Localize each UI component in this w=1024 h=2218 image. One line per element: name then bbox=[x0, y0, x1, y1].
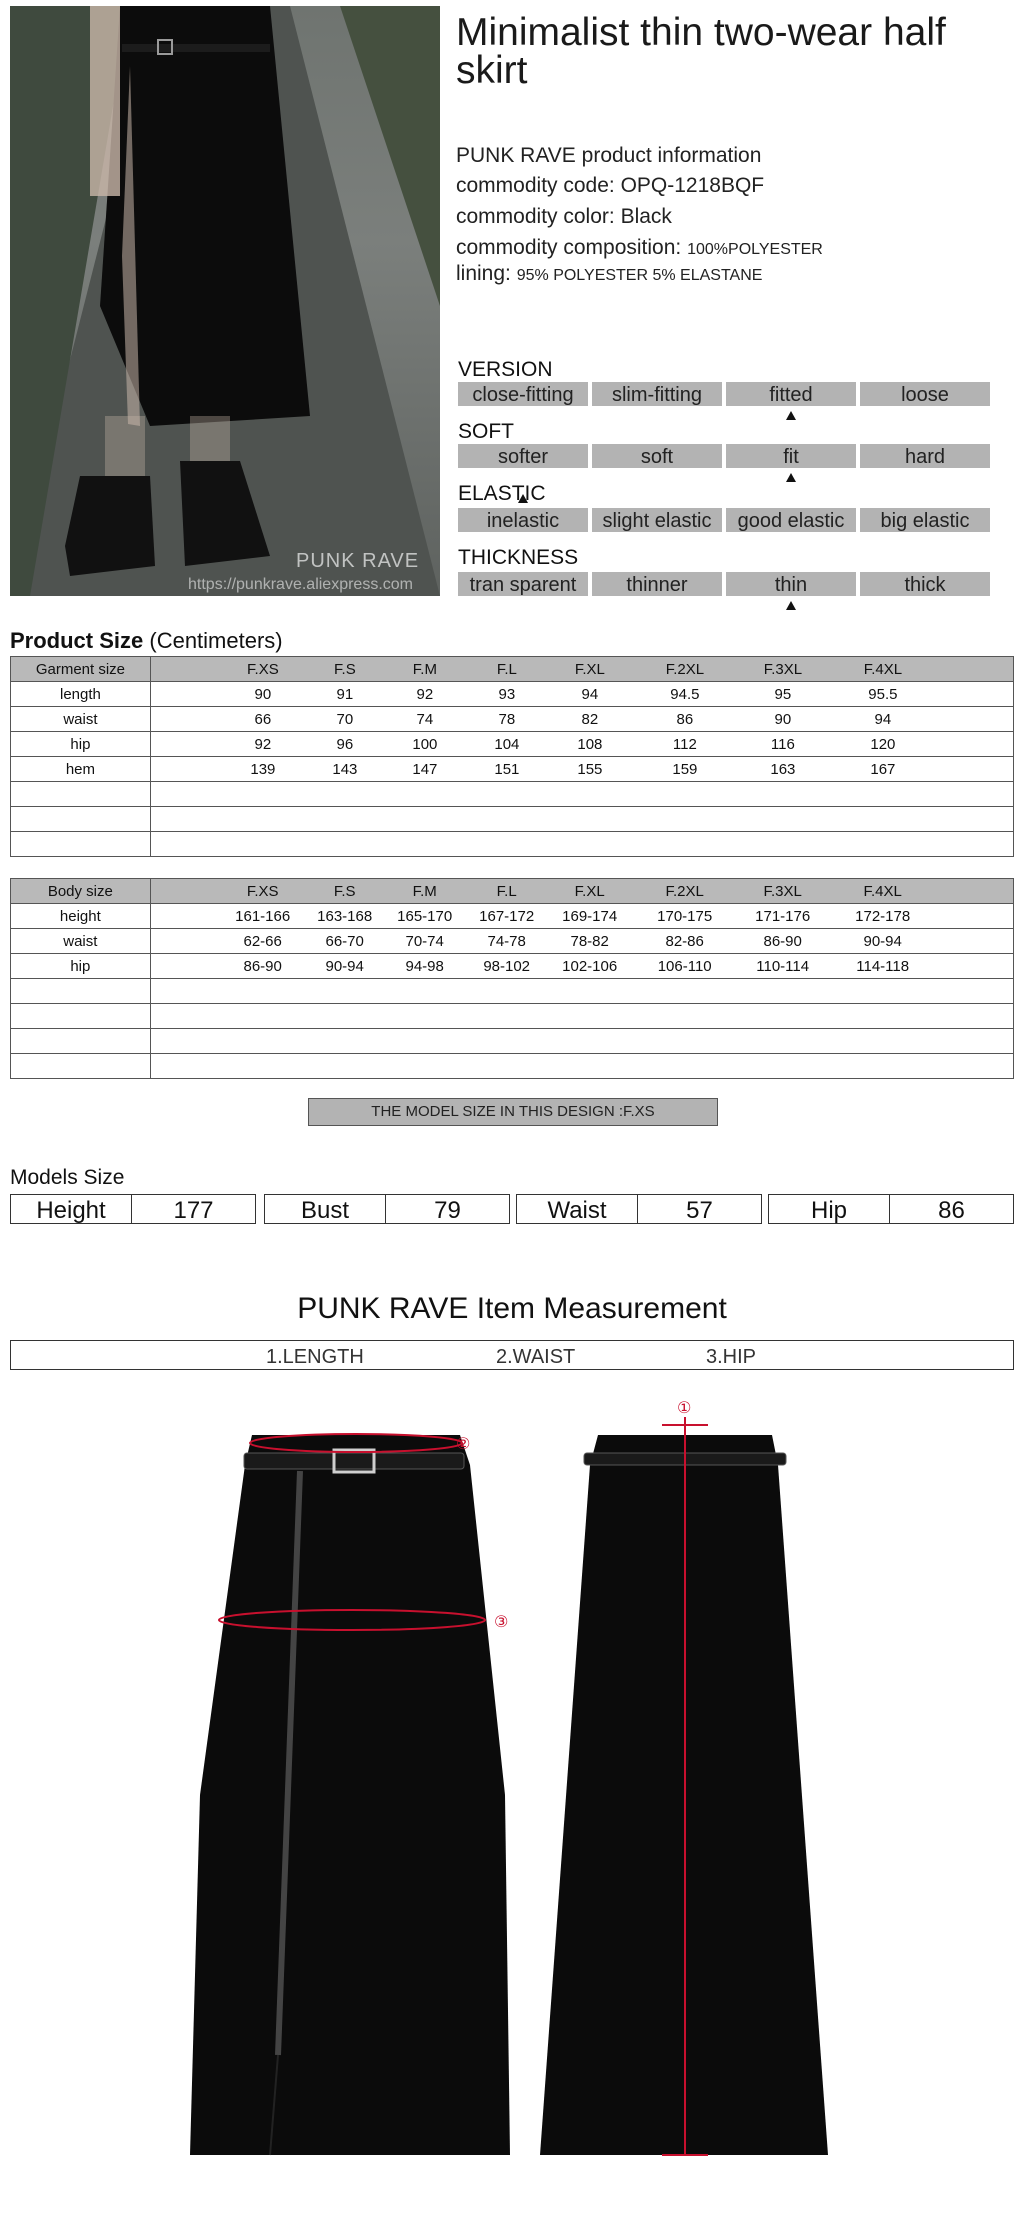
size-cell: F.4XL bbox=[863, 883, 902, 900]
size-cell: 70 bbox=[336, 711, 354, 728]
models-size-label: Height bbox=[10, 1194, 132, 1224]
size-cell: 163 bbox=[770, 761, 796, 778]
info-color-value: Black bbox=[620, 205, 672, 228]
info-lining-value: 95% POLYESTER 5% ELASTANE bbox=[516, 267, 763, 284]
empty-cell bbox=[11, 782, 151, 807]
size-cell: 86 bbox=[676, 711, 694, 728]
product-size-title-text: Product Size bbox=[10, 628, 144, 653]
attr-option: slight elastic bbox=[592, 508, 722, 532]
empty-cell bbox=[11, 1029, 151, 1054]
attr-option: softer bbox=[458, 444, 588, 468]
row-label: hem bbox=[11, 757, 151, 782]
garment-size-table bbox=[10, 656, 1014, 857]
size-cell: 108 bbox=[577, 736, 603, 753]
attr-option: fit bbox=[726, 444, 856, 468]
empty-cell bbox=[11, 807, 151, 832]
size-cell: F.3XL bbox=[763, 883, 802, 900]
size-cell: 172-178 bbox=[855, 908, 911, 925]
table-row bbox=[11, 954, 1014, 979]
size-cell: 100 bbox=[412, 736, 438, 753]
info-lining-label: lining: bbox=[456, 262, 511, 285]
empty-cell bbox=[150, 832, 1013, 857]
empty-cell bbox=[150, 1054, 1013, 1079]
info-lining bbox=[456, 262, 762, 286]
size-cell: F.XL bbox=[574, 661, 605, 678]
size-cell: 114-118 bbox=[856, 958, 910, 975]
row-values bbox=[150, 682, 1013, 707]
size-cell: 93 bbox=[498, 686, 516, 703]
info-composition bbox=[456, 236, 823, 260]
size-cell: 86-90 bbox=[243, 958, 282, 975]
size-cell: F.M bbox=[412, 883, 437, 900]
size-cell: 96 bbox=[336, 736, 354, 753]
watermark-url: https://punkrave.aliexpress.com bbox=[188, 576, 413, 593]
attr-option: thick bbox=[860, 572, 990, 596]
attr-selected-marker bbox=[518, 494, 528, 503]
size-cell: 110-114 bbox=[756, 958, 810, 975]
row-label: height bbox=[11, 904, 151, 929]
models-size-label: Bust bbox=[264, 1194, 386, 1224]
table-header-sizes bbox=[150, 879, 1013, 904]
attr-option: tran sparent bbox=[458, 572, 588, 596]
size-cell: F.XS bbox=[246, 883, 279, 900]
row-values bbox=[150, 904, 1013, 929]
attr-option: inelastic bbox=[458, 508, 588, 532]
model-illustration bbox=[10, 6, 440, 596]
attr-option: loose bbox=[860, 382, 990, 406]
marker-length: ① bbox=[677, 1398, 692, 1417]
table-row bbox=[11, 682, 1014, 707]
empty-cell bbox=[11, 1054, 151, 1079]
size-cell: 102-106 bbox=[562, 958, 618, 975]
table-header-label: Body size bbox=[11, 879, 151, 904]
size-cell: 94.5 bbox=[670, 686, 700, 703]
size-cell: 94 bbox=[581, 686, 599, 703]
attr-label-thickness: THICKNESS bbox=[458, 546, 579, 569]
models-size-label: Waist bbox=[516, 1194, 638, 1224]
info-heading: PUNK RAVE product information bbox=[456, 144, 762, 167]
info-code-label: commodity code: bbox=[456, 174, 615, 197]
size-cell: F.L bbox=[496, 883, 517, 900]
row-values bbox=[150, 929, 1013, 954]
size-cell: 98-102 bbox=[483, 958, 531, 975]
size-cell: 66 bbox=[254, 711, 272, 728]
size-cell: 170-175 bbox=[657, 908, 713, 925]
table-empty-row bbox=[11, 979, 1014, 1004]
table-header-row bbox=[11, 879, 1014, 904]
size-cell: F.4XL bbox=[863, 661, 903, 678]
measurement-legend bbox=[10, 1340, 1014, 1370]
table-row bbox=[11, 757, 1014, 782]
size-cell: 91 bbox=[336, 686, 354, 703]
row-label: hip bbox=[11, 732, 151, 757]
size-cell: 94 bbox=[874, 711, 892, 728]
table-empty-row bbox=[11, 1004, 1014, 1029]
size-cell: 155 bbox=[577, 761, 603, 778]
empty-cell bbox=[150, 1004, 1013, 1029]
product-size-unit: (Centimeters) bbox=[149, 628, 283, 653]
skirt-front-drawing bbox=[190, 1434, 510, 2155]
size-cell: 82 bbox=[581, 711, 599, 728]
models-size-value: 79 bbox=[385, 1194, 510, 1224]
size-cell: F.L bbox=[496, 661, 517, 678]
size-cell: 151 bbox=[494, 761, 520, 778]
size-cell: 90-94 bbox=[325, 958, 364, 975]
size-cell: 92 bbox=[416, 686, 434, 703]
table-empty-row bbox=[11, 782, 1014, 807]
size-cell: 163-168 bbox=[317, 908, 373, 925]
attr-option: good elastic bbox=[726, 508, 856, 532]
size-cell: 167-172 bbox=[479, 908, 535, 925]
size-cell: 147 bbox=[412, 761, 438, 778]
size-cell: 139 bbox=[250, 761, 276, 778]
info-code-value: OPQ-1218BQF bbox=[620, 174, 765, 197]
size-cell: 86-90 bbox=[763, 933, 802, 950]
attr-option: soft bbox=[592, 444, 722, 468]
attr-option: fitted bbox=[726, 382, 856, 406]
size-cell: F.XL bbox=[574, 883, 605, 900]
row-label: waist bbox=[11, 707, 151, 732]
attr-selected-marker bbox=[786, 473, 796, 482]
size-cell: 165-170 bbox=[397, 908, 453, 925]
product-size-title bbox=[10, 628, 283, 654]
size-cell: 171-176 bbox=[755, 908, 811, 925]
attr-option: hard bbox=[860, 444, 990, 468]
size-cell: 90 bbox=[774, 711, 792, 728]
table-empty-row bbox=[11, 1029, 1014, 1054]
table-row bbox=[11, 707, 1014, 732]
table-row bbox=[11, 904, 1014, 929]
empty-cell bbox=[11, 832, 151, 857]
info-composition-label: commodity composition: bbox=[456, 236, 682, 259]
size-cell: 159 bbox=[672, 761, 698, 778]
size-cell: 95 bbox=[774, 686, 792, 703]
attr-option: thinner bbox=[592, 572, 722, 596]
empty-cell bbox=[150, 1029, 1013, 1054]
size-cell: 167 bbox=[870, 761, 896, 778]
size-cell: 74-78 bbox=[487, 933, 526, 950]
size-cell: F.2XL bbox=[665, 661, 705, 678]
row-values bbox=[150, 732, 1013, 757]
table-empty-row bbox=[11, 807, 1014, 832]
models-size-value: 57 bbox=[637, 1194, 762, 1224]
size-cell: 106-110 bbox=[657, 958, 712, 975]
size-cell: 95.5 bbox=[868, 686, 898, 703]
attr-label-elastic: ELASTIC bbox=[458, 482, 546, 505]
empty-cell bbox=[150, 979, 1013, 1004]
marker-hip: ③ bbox=[494, 1612, 509, 1631]
attr-label-soft: SOFT bbox=[458, 420, 514, 443]
measurement-item-hip: 3.HIP bbox=[706, 1346, 757, 1368]
table-header-sizes bbox=[150, 657, 1013, 682]
size-cell: F.XS bbox=[247, 661, 279, 678]
table-empty-row bbox=[11, 832, 1014, 857]
size-cell: 74 bbox=[416, 711, 434, 728]
size-cell: 78-82 bbox=[570, 933, 609, 950]
product-title: Minimalist thin two-wear half skirt bbox=[456, 11, 946, 92]
size-cell: 92 bbox=[254, 736, 272, 753]
measurement-title: PUNK RAVE Item Measurement bbox=[297, 1292, 727, 1325]
row-values bbox=[150, 707, 1013, 732]
size-cell: 143 bbox=[332, 761, 358, 778]
size-cell: 104 bbox=[494, 736, 520, 753]
attr-selected-marker bbox=[786, 411, 796, 420]
skirt-back-drawing bbox=[540, 1398, 828, 2155]
attr-label-version: VERSION bbox=[458, 358, 553, 381]
empty-cell bbox=[150, 782, 1013, 807]
size-cell: F.S bbox=[333, 883, 356, 900]
body-size-table bbox=[10, 878, 1014, 1079]
size-cell: 112 bbox=[672, 736, 697, 753]
measurement-item-length: 1.LENGTH bbox=[266, 1346, 364, 1368]
table-header-row bbox=[11, 657, 1014, 682]
size-cell: 161-166 bbox=[235, 908, 291, 925]
table-row bbox=[11, 732, 1014, 757]
row-label: waist bbox=[11, 929, 151, 954]
table-row bbox=[11, 929, 1014, 954]
models-size-value: 177 bbox=[131, 1194, 256, 1224]
attr-selected-marker bbox=[786, 601, 796, 610]
size-cell: 82-86 bbox=[665, 933, 704, 950]
measurement-item-waist: 2.WAIST bbox=[496, 1346, 576, 1368]
row-values bbox=[150, 757, 1013, 782]
attr-option: close-fitting bbox=[458, 382, 588, 406]
size-cell: 70-74 bbox=[405, 933, 444, 950]
size-cell: 78 bbox=[498, 711, 516, 728]
size-cell: 94-98 bbox=[405, 958, 444, 975]
size-cell: 120 bbox=[870, 736, 896, 753]
attr-option: thin bbox=[726, 572, 856, 596]
attr-option: slim-fitting bbox=[592, 382, 722, 406]
size-cell: 116 bbox=[770, 736, 795, 753]
empty-cell bbox=[11, 979, 151, 1004]
watermark-brand: PUNK RAVE bbox=[296, 550, 420, 572]
size-cell: F.M bbox=[412, 661, 437, 678]
size-cell: F.S bbox=[334, 661, 356, 678]
info-code bbox=[456, 174, 764, 198]
models-size-value: 86 bbox=[889, 1194, 1014, 1224]
size-cell: F.2XL bbox=[665, 883, 704, 900]
table-empty-row bbox=[11, 1054, 1014, 1079]
empty-cell bbox=[150, 807, 1013, 832]
attr-option: big elastic bbox=[860, 508, 990, 532]
size-cell: 169-174 bbox=[562, 908, 618, 925]
size-cell: 62-66 bbox=[243, 933, 282, 950]
row-label: length bbox=[11, 682, 151, 707]
row-label: hip bbox=[11, 954, 151, 979]
size-cell: F.3XL bbox=[763, 661, 803, 678]
model-size-note: THE MODEL SIZE IN THIS DESIGN :F.XS bbox=[308, 1098, 718, 1126]
row-values bbox=[150, 954, 1013, 979]
product-photo bbox=[10, 6, 440, 596]
info-composition-value: 100%POLYESTER bbox=[687, 241, 823, 258]
measurement-diagram bbox=[0, 1395, 1024, 2185]
size-cell: 90 bbox=[254, 686, 272, 703]
info-color-label: commodity color: bbox=[456, 205, 615, 228]
size-cell: 90-94 bbox=[863, 933, 902, 950]
table-header-label: Garment size bbox=[11, 657, 151, 682]
marker-waist: ② bbox=[456, 1434, 471, 1453]
info-color bbox=[456, 205, 672, 229]
size-cell: 66-70 bbox=[325, 933, 364, 950]
models-size-title: Models Size bbox=[10, 1166, 125, 1189]
empty-cell bbox=[11, 1004, 151, 1029]
models-size-label: Hip bbox=[768, 1194, 890, 1224]
